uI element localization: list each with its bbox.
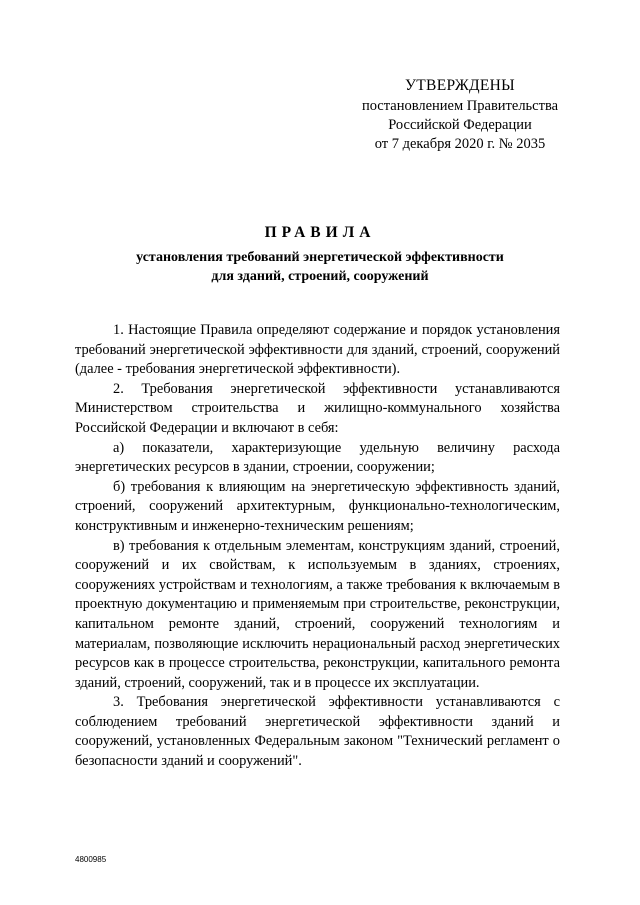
- approval-title: УТВЕРЖДЕНЫ: [405, 77, 515, 94]
- approval-line-resolution: постановлением Правительства: [361, 98, 559, 114]
- subtitle-line-1: установления требований энергетической эффективности: [136, 250, 504, 265]
- document-subtitle: [90, 248, 550, 286]
- paragraph-2b: б) требования к влияющим на энергетическую эффективность зданий, строений, сооружений архитектурным, функционально-технологическим, конструктивным и инженерно-техническим решениям;: [75, 478, 560, 534]
- paragraph-2: 2. Требования энергетической эффективности устанавливаются Министерством строительства и жилищно-коммунального хозяйства Российской Федерации и включают в себя:: [75, 380, 560, 436]
- paragraph-1: 1. Настоящие Правила определяют содержание и порядок установления требований энергетической эффективности для зданий, строений, сооружений (далее - требования энергетической эффективности).: [75, 322, 560, 378]
- approval-line-federation: Российской Федерации: [388, 117, 532, 133]
- subtitle-line-2: для зданий, строений, сооружений: [211, 269, 429, 284]
- approval-block: [340, 76, 580, 154]
- paragraph-2c: в) требования к отдельным элементам, конструкциям зданий, строений, сооружений и их свойствам, к используемым в зданиях, строениях, сооружениях устройствам и технологиям, а также требования к включаемым в проектную документацию и применяемым при строительстве, реконструкции, капитальном ремонте зданий, строений, сооружений технологиям и материалам, позволяющие исключить нерациональный расход энергетических ресурсов как в процессе строительства, реконструкции, капитального ремонта зданий, строений, сооружений, так и в процессе их эксплуатации.: [75, 537, 560, 691]
- paragraph-3: 3. Требования энергетической эффективности устанавливаются с соблюдением требований энергетической эффективности зданий и сооружений, установленных Федеральным законом "Технический регламент о безопасности зданий и сооружений".: [75, 694, 560, 770]
- paragraph-2a: а) показатели, характеризующие удельную величину расхода энергетических ресурсов в здании, строении, сооружении;: [75, 439, 560, 476]
- footer-code: 4800985: [75, 855, 107, 864]
- document-body: [75, 321, 560, 772]
- approval-line-date-number: от 7 декабря 2020 г. № 2035: [374, 136, 546, 152]
- document-title: ПРАВИЛА: [264, 224, 376, 241]
